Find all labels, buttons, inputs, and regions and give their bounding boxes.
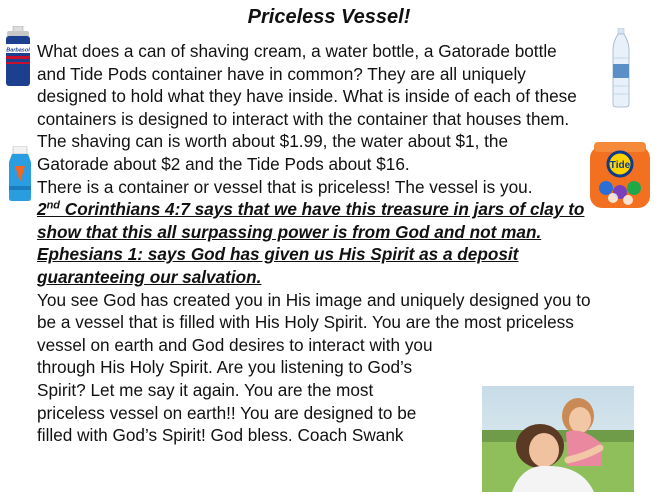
closing-line: priceless vessel on earth!! You are designed to be [37, 402, 417, 423]
scripture-line: show that this all surpassing power is from God and not man. [37, 221, 542, 242]
closing-line: vessel on earth and God desires to interact with you [37, 334, 433, 355]
scripture-superscript: nd [46, 199, 61, 212]
can-label: Barbasol [6, 47, 30, 54]
tide-label: Tide [609, 160, 631, 171]
closing-line: Spirit? Let me say it again. You are the most [37, 379, 374, 400]
body-line: What does a can of shaving cream, a water bottle, a Gatorade bottle [37, 41, 557, 61]
page-title: Priceless Vessel! [247, 6, 411, 28]
closing-line: through His Holy Spirit. Are you listening to God’s [37, 357, 413, 378]
closing-line: be a vessel that is filled with His Holy Spirit. You are the most priceless [37, 312, 574, 333]
body-line: Gatorade about $2 and the Tide Pods about $16. [37, 153, 410, 174]
body-line: designed to hold what they have inside. What is inside of each of these [37, 86, 577, 107]
article-body [37, 40, 637, 447]
closing-line: You see God has created you in His image and uniquely designed you to [37, 289, 591, 310]
gatorade-bottle-image [6, 146, 34, 202]
body-line: There is a container or vessel that is priceless! The vessel is you. [37, 176, 533, 197]
scripture-text: Corinthians 4:7 says that we have this treasure in jars of clay to [60, 199, 585, 220]
body-line: containers is designed to interact with the container that houses them. [37, 108, 570, 129]
body-line: and Tide Pods container have in common? They are all uniquely [37, 63, 526, 84]
scripture-line: Ephesians 1: says God has given us His Spirit as a deposit [37, 244, 519, 265]
scripture-number: 2 [37, 199, 47, 220]
closing-line: filled with God’s Spirit! God bless. Coach Swank [37, 425, 404, 446]
body-line: The shaving can is worth about $1.99, the water about $1, the [37, 131, 509, 152]
scripture-line [37, 198, 637, 221]
scripture-line: guaranteeing our salvation. [37, 266, 262, 287]
shaving-cream-can-image [4, 26, 32, 88]
